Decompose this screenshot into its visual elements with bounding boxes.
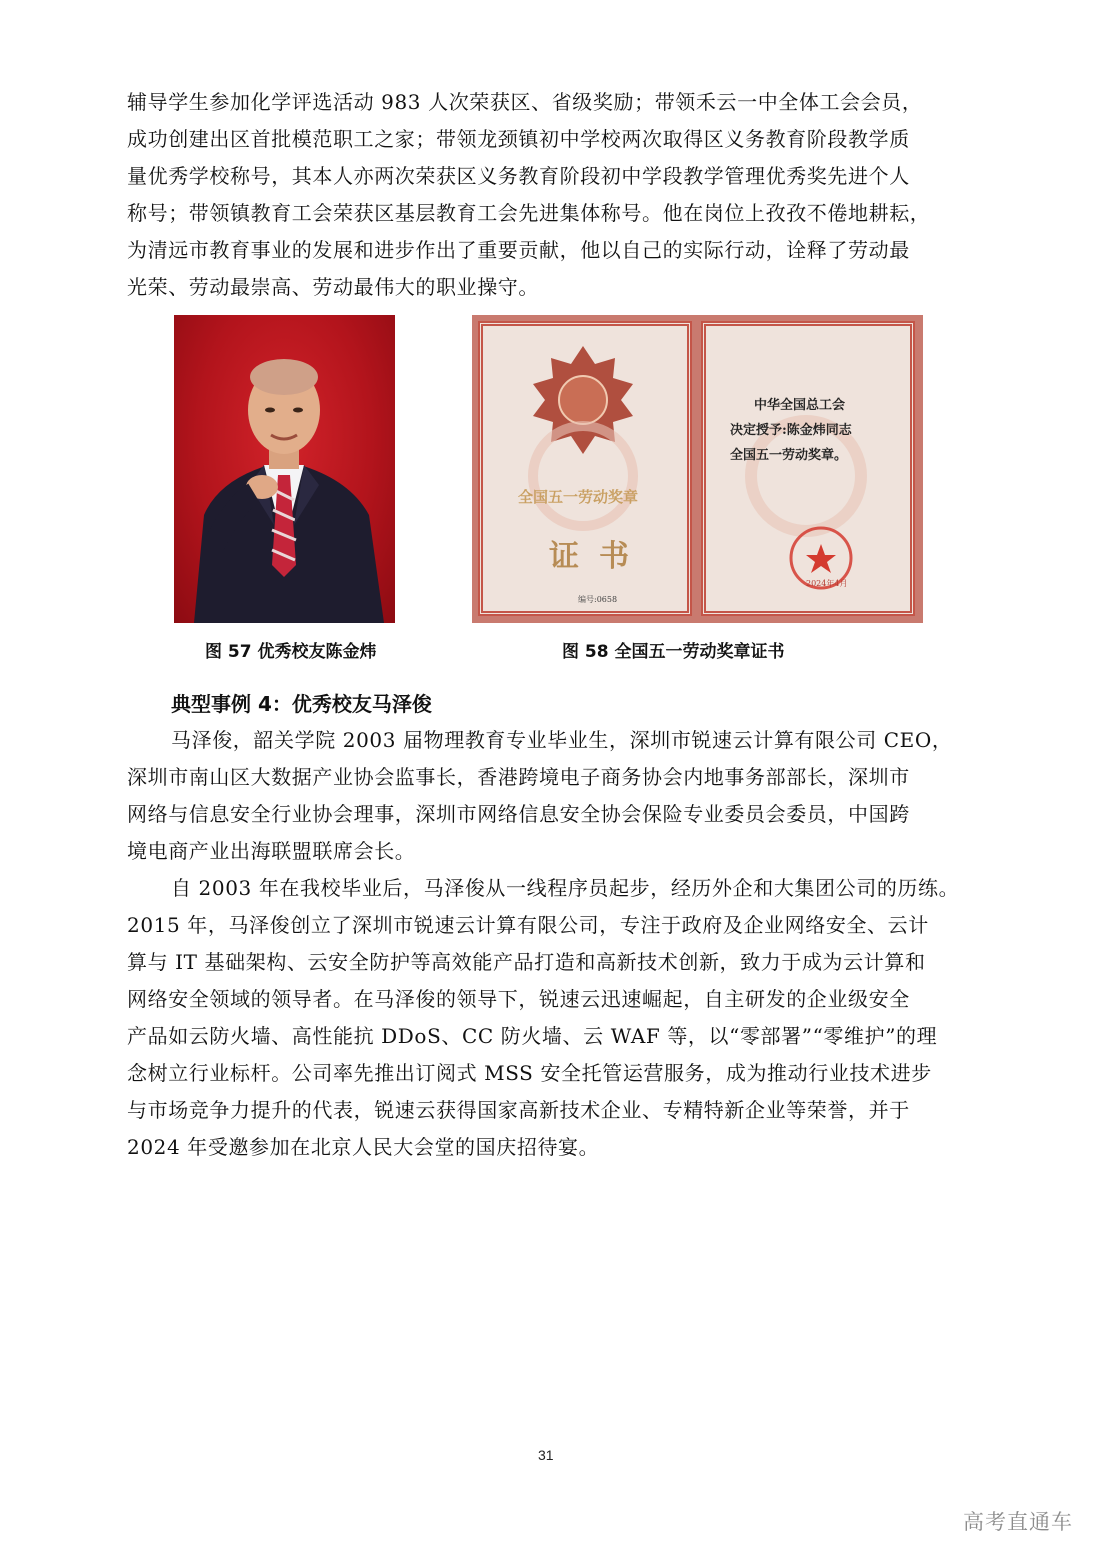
- stamp-date: 2024年4月: [806, 579, 848, 588]
- text-line: 境电商产业出海联盟联席会长。: [127, 839, 416, 863]
- text-line: 成功创建出区首批模范职工之家；带领龙颈镇初中学校两次取得区义务教育阶段教学质: [127, 127, 910, 151]
- text-line: 为清远市教育事业的发展和进步作出了重要贡献，他以自己的实际行动，诠释了劳动最: [127, 238, 910, 262]
- certificate-number: 编号:0658: [578, 595, 618, 604]
- text-line: 网络与信息安全行业协会理事，深圳市网络信息安全协会保险专业委员会委员，中国跨: [127, 802, 910, 826]
- text-line: 念树立行业标杆。公司率先推出订阅式 MSS 安全托管运营服务，成为推动行业技术进步: [127, 1061, 932, 1085]
- section-heading: 典型事例 4：优秀校友马泽俊: [171, 692, 432, 716]
- certificate-inner-panel: [701, 321, 915, 616]
- text-line: 量优秀学校称号，其本人亦两次荣获区义务教育阶段初中学段教学管理优秀奖先进个人: [127, 164, 910, 188]
- paragraph-2: [127, 870, 973, 1166]
- portrait-illustration: [174, 315, 395, 623]
- text-line: 2024 年受邀参加在北京人民大会堂的国庆招待宴。: [127, 1135, 600, 1159]
- certificate-text-line: 中华全国总工会: [754, 398, 846, 413]
- certificate-text-line: 全国五一劳动奖章。: [730, 448, 848, 463]
- certificate-text-line: 决定授予:陈金炜同志: [730, 423, 852, 438]
- portrait-photo: [174, 315, 395, 623]
- text-line: 产品如云防火墙、高性能抗 DDoS、CC 防火墙、云 WAF 等，以“零部署”“零维护”的理: [127, 1024, 938, 1048]
- union-logo-icon: [706, 326, 910, 611]
- text-line: 马泽俊，韶关学院 2003 届物理教育专业毕业生，深圳市锐速云计算有限公司 CEO，: [171, 728, 953, 752]
- paragraph-1: [127, 722, 973, 870]
- text-line: 与市场竞争力提升的代表，锐速云获得国家高新技术企业、专精特新企业等荣誉，并于: [127, 1098, 910, 1122]
- certificate-cover-panel: [478, 321, 692, 616]
- text-line: 深圳市南山区大数据产业协会监事长，香港跨境电子商务协会内地事务部部长，深圳市: [127, 765, 910, 789]
- certificate-cover-title: 全国五一劳动奖章: [518, 488, 639, 506]
- watermark-text: 高考直通车: [963, 1510, 1073, 1534]
- text-line: 光荣、劳动最崇高、劳动最伟大的职业操守。: [127, 275, 539, 299]
- page-number: 31: [538, 1447, 554, 1463]
- text-line: 算与 IT 基础架构、云安全防护等高效能产品打造和高新技术创新，致力于成为云计算和: [127, 950, 926, 974]
- text-line: 2015 年，马泽俊创立了深圳市锐速云计算有限公司，专注于政府及企业网络安全、云计: [127, 913, 929, 937]
- text-line: 网络安全领域的领导者。在马泽俊的领导下，锐速云迅速崛起，自主研发的企业级安全: [127, 987, 910, 1011]
- intro-paragraph: [127, 84, 973, 306]
- figure-58-caption: 图 58 全国五一劳动奖章证书: [562, 642, 785, 662]
- figure-57-caption: 图 57 优秀校友陈金炜: [205, 642, 377, 662]
- certificate-photo: [472, 315, 923, 623]
- text-line: 辅导学生参加化学评选活动 983 人次荣获区、省级奖励；带领禾云一中全体工会会员，: [127, 90, 923, 114]
- certificate-cover-big-title: 证书: [549, 539, 649, 574]
- text-line: 称号；带领镇教育工会荣获区基层教育工会先进集体称号。他在岗位上孜孜不倦地耕耘，: [127, 201, 931, 225]
- text-line: 自 2003 年在我校毕业后，马泽俊从一线程序员起步，经历外企和大集团公司的历练。: [171, 876, 960, 900]
